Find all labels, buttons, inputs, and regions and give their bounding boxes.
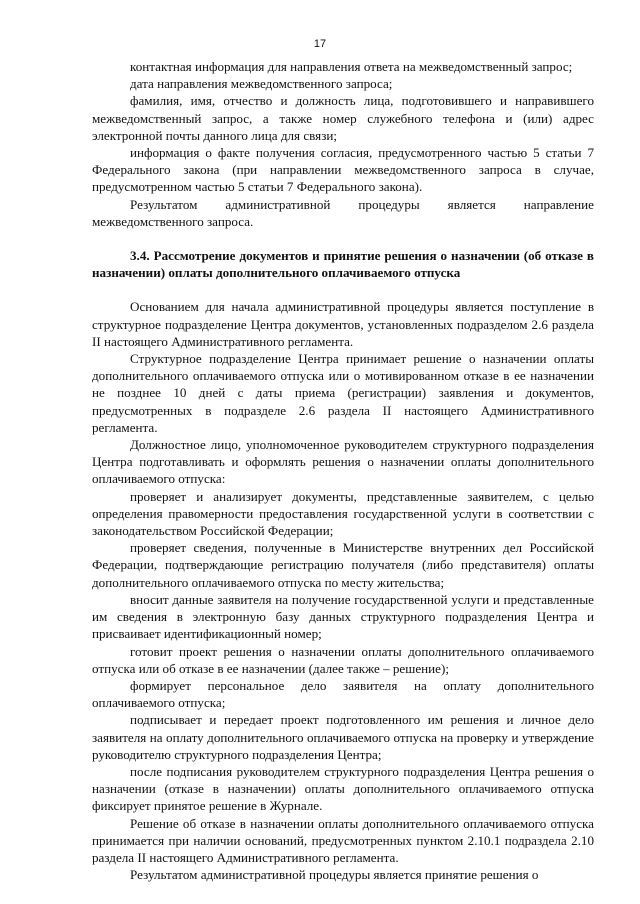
- paragraph: фамилия, имя, отчество и должность лица, подготовившего и направившего межведомственный запрос, а также номер служебного телефона и (или) адрес электронной почты данного лица для связи;: [92, 93, 594, 143]
- paragraph: Результатом административной процедуры является направление межведомственного запроса.: [92, 196, 594, 229]
- section-heading: 3.4. Рассмотрение документов и принятие решения о назначении (об отказе в назначении) оплаты дополнительного оплачиваемого отпуска: [92, 248, 594, 281]
- list-item: готовит проект решения о назначении оплаты дополнительного оплачиваемого отпуска или об отказе в ее назначении (далее также – решение);: [92, 643, 594, 676]
- list-item: проверяет и анализирует документы, представленные заявителем, с целью определения правомерности предоставления государственной услуги в соответствии с законодательством Российской Федерации;: [92, 488, 594, 539]
- paragraph: Результатом административной процедуры является принятие решения о: [130, 867, 539, 883]
- paragraph: Основанием для начала административной процедуры является поступление в структурное подразделение Центра документов, установленных подразделом 2.6 раздела II настоящего Административного регламента.: [92, 299, 594, 349]
- document-body: [92, 58, 594, 883]
- paragraph: дата направления межведомственного запроса;: [130, 76, 393, 92]
- page-number: 17: [313, 38, 327, 50]
- list-item: проверяет сведения, полученные в Министерстве внутренних дел Российской Федерации, подтверждающие регистрацию получателя (либо представителя) оплаты дополнительного оплачиваемого отпуска по месту жительства;: [92, 540, 594, 590]
- list-item: подписывает и передает проект подготовленного им решения и личное дело заявителя на оплату дополнительного оплачиваемого отпуска на проверку и утверждение руководителю структурного подразделения Центра;: [92, 712, 594, 762]
- paragraph: информация о факте получения согласия, предусмотренного частью 5 статьи 7 Федерального закона (при направлении межведомственного запроса в случае, предусмотренном частью 5 статьи 7 Федерального закона).: [92, 145, 594, 195]
- list-item: формирует персональное дело заявителя на оплату дополнительного оплачиваемого отпуска;: [92, 677, 594, 711]
- list-item: вносит данные заявителя на получение государственной услуги и представленные им сведения в электронную базу данных структурного подразделения Центра и присваивает идентификационный номер;: [92, 591, 594, 642]
- paragraph: Должностное лицо, уполномоченное руководителем структурного подразделения Центра подготавливать и оформлять решения о назначении оплаты дополнительного оплачиваемого отпуска:: [92, 437, 594, 487]
- paragraph: Структурное подразделение Центра принимает решение о назначении оплаты дополнительного оплачиваемого отпуска или о мотивированном отказе в ее назначении не позднее 10 дней с даты приема (регистрации) заявления и документов, предусмотренных в подразделе 2.6 раздела II настоящего Административного регламента.: [92, 351, 594, 435]
- paragraph: Решение об отказе в назначении оплаты дополнительного оплачиваемого отпуска принимается при наличии оснований, предусмотренных пунктом 2.10.1 подраздела 2.10 раздела II настоящего Административного регламента.: [92, 815, 594, 865]
- list-item: после подписания руководителем структурного подразделения Центра решения о назначении (отказе в назначении) оплаты дополнительного оплачиваемого отпуска фиксирует принятое решение в Журнале.: [92, 763, 594, 814]
- paragraph: контактная информация для направления ответа на межведомственный запрос;: [130, 59, 573, 74]
